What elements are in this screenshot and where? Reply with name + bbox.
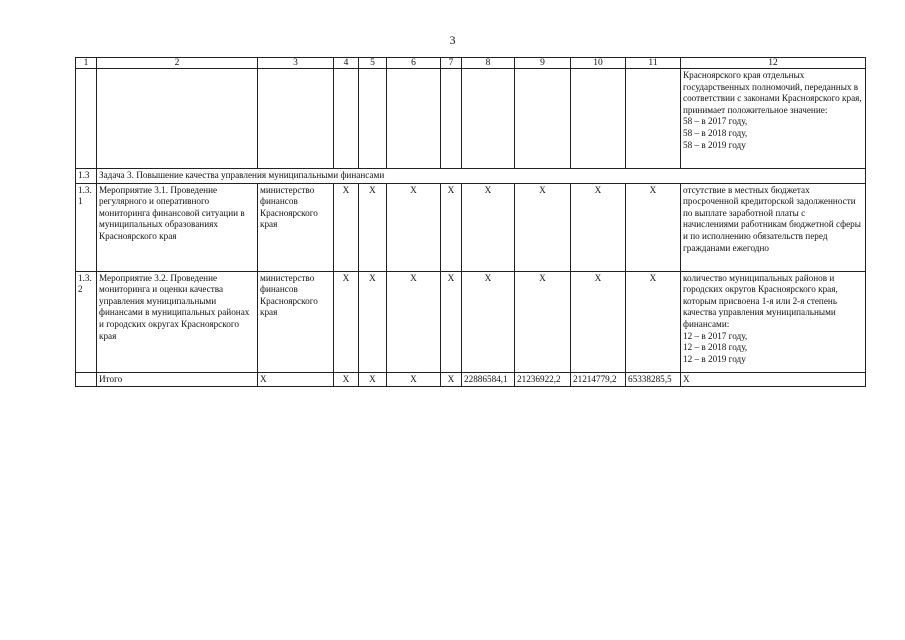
cell-x: Х xyxy=(441,372,462,387)
header-cell: 11 xyxy=(626,58,681,69)
section-row xyxy=(76,169,866,184)
result-cell: Красноярского края отдельных государственных полномочий, переданных в соответствии с законами Красноярского края, принимает положительное значение: 58 – в 2017 году, 58 – в 2018 году, 58 – в 2019 году xyxy=(681,69,866,169)
cell-x: Х xyxy=(387,271,441,372)
header-cell: 6 xyxy=(387,58,441,69)
cell-x: Х xyxy=(334,372,359,387)
table-row xyxy=(76,271,866,372)
cell-x: Х xyxy=(359,271,387,372)
cell-x: Х xyxy=(334,183,359,271)
total-value: 21236922,2 xyxy=(515,372,571,387)
cell-x: Х xyxy=(359,372,387,387)
measure-name: Мероприятие 3.1. Проведение регулярного и оперативного мониторинга финансовой ситуации в муниципальных образованиях Красноярского края xyxy=(97,183,258,271)
header-cell: 10 xyxy=(571,58,626,69)
cell-x: Х xyxy=(462,183,515,271)
header-cell: 8 xyxy=(462,58,515,69)
cell-x: Х xyxy=(334,271,359,372)
row-number: 1.3.1 xyxy=(76,183,97,271)
page-number: 3 xyxy=(449,33,456,47)
table-row-continuation xyxy=(76,69,866,169)
cell-x: Х xyxy=(681,372,866,387)
cell-x: Х xyxy=(387,183,441,271)
cell-x: Х xyxy=(387,372,441,387)
total-value: 21214779,2 xyxy=(571,372,626,387)
section-number: 1.3 xyxy=(76,169,97,184)
header-cell: 3 xyxy=(258,58,334,69)
program-table xyxy=(75,57,866,387)
total-row xyxy=(76,372,866,387)
total-value: 22886584,1 xyxy=(462,372,515,387)
cell-x: Х xyxy=(626,183,681,271)
header-cell: 7 xyxy=(441,58,462,69)
result-cell: количество муниципальных районов и городских округов Красноярского края, которым присвоена 1-я или 2-я степень качества управления муниципальными финансами: 12 – в 2017 году, 12 – в 2018 году, 12 – в 2019 году xyxy=(681,271,866,372)
cell-x: Х xyxy=(515,183,571,271)
cell-x: Х xyxy=(359,183,387,271)
cell-x: Х xyxy=(462,271,515,372)
header-cell: 5 xyxy=(359,58,387,69)
cell-x: Х xyxy=(571,183,626,271)
total-label: Итого xyxy=(97,372,258,387)
header-cell: 2 xyxy=(97,58,258,69)
section-title: Задача 3. Повышение качества управления муниципальными финансами xyxy=(97,169,866,184)
cell-x: Х xyxy=(571,271,626,372)
cell-x: Х xyxy=(258,372,334,387)
header-row xyxy=(76,58,866,69)
cell-x: Х xyxy=(441,183,462,271)
table-row xyxy=(76,183,866,271)
cell-x: Х xyxy=(441,271,462,372)
header-cell: 4 xyxy=(334,58,359,69)
executor: министерство финансов Красноярского края xyxy=(258,183,334,271)
header-cell: 12 xyxy=(681,58,866,69)
cell-x: Х xyxy=(515,271,571,372)
executor: министерство финансов Красноярского края xyxy=(258,271,334,372)
total-value: 65338285,5 xyxy=(626,372,681,387)
measure-name: Мероприятие 3.2. Проведение мониторинга и оценки качества управления муниципальными финансами в муниципальных районах и городских округах Красноярского края xyxy=(97,271,258,372)
header-cell: 1 xyxy=(76,58,97,69)
row-number: 1.3.2 xyxy=(76,271,97,372)
result-cell: отсутствие в местных бюджетах просроченной кредиторской задолженности по выплате заработной платы с начислениями работникам бюджетной сферы и по исполнению обязательств перед гражданами ежегодно xyxy=(681,183,866,271)
cell-x: Х xyxy=(626,271,681,372)
header-cell: 9 xyxy=(515,58,571,69)
